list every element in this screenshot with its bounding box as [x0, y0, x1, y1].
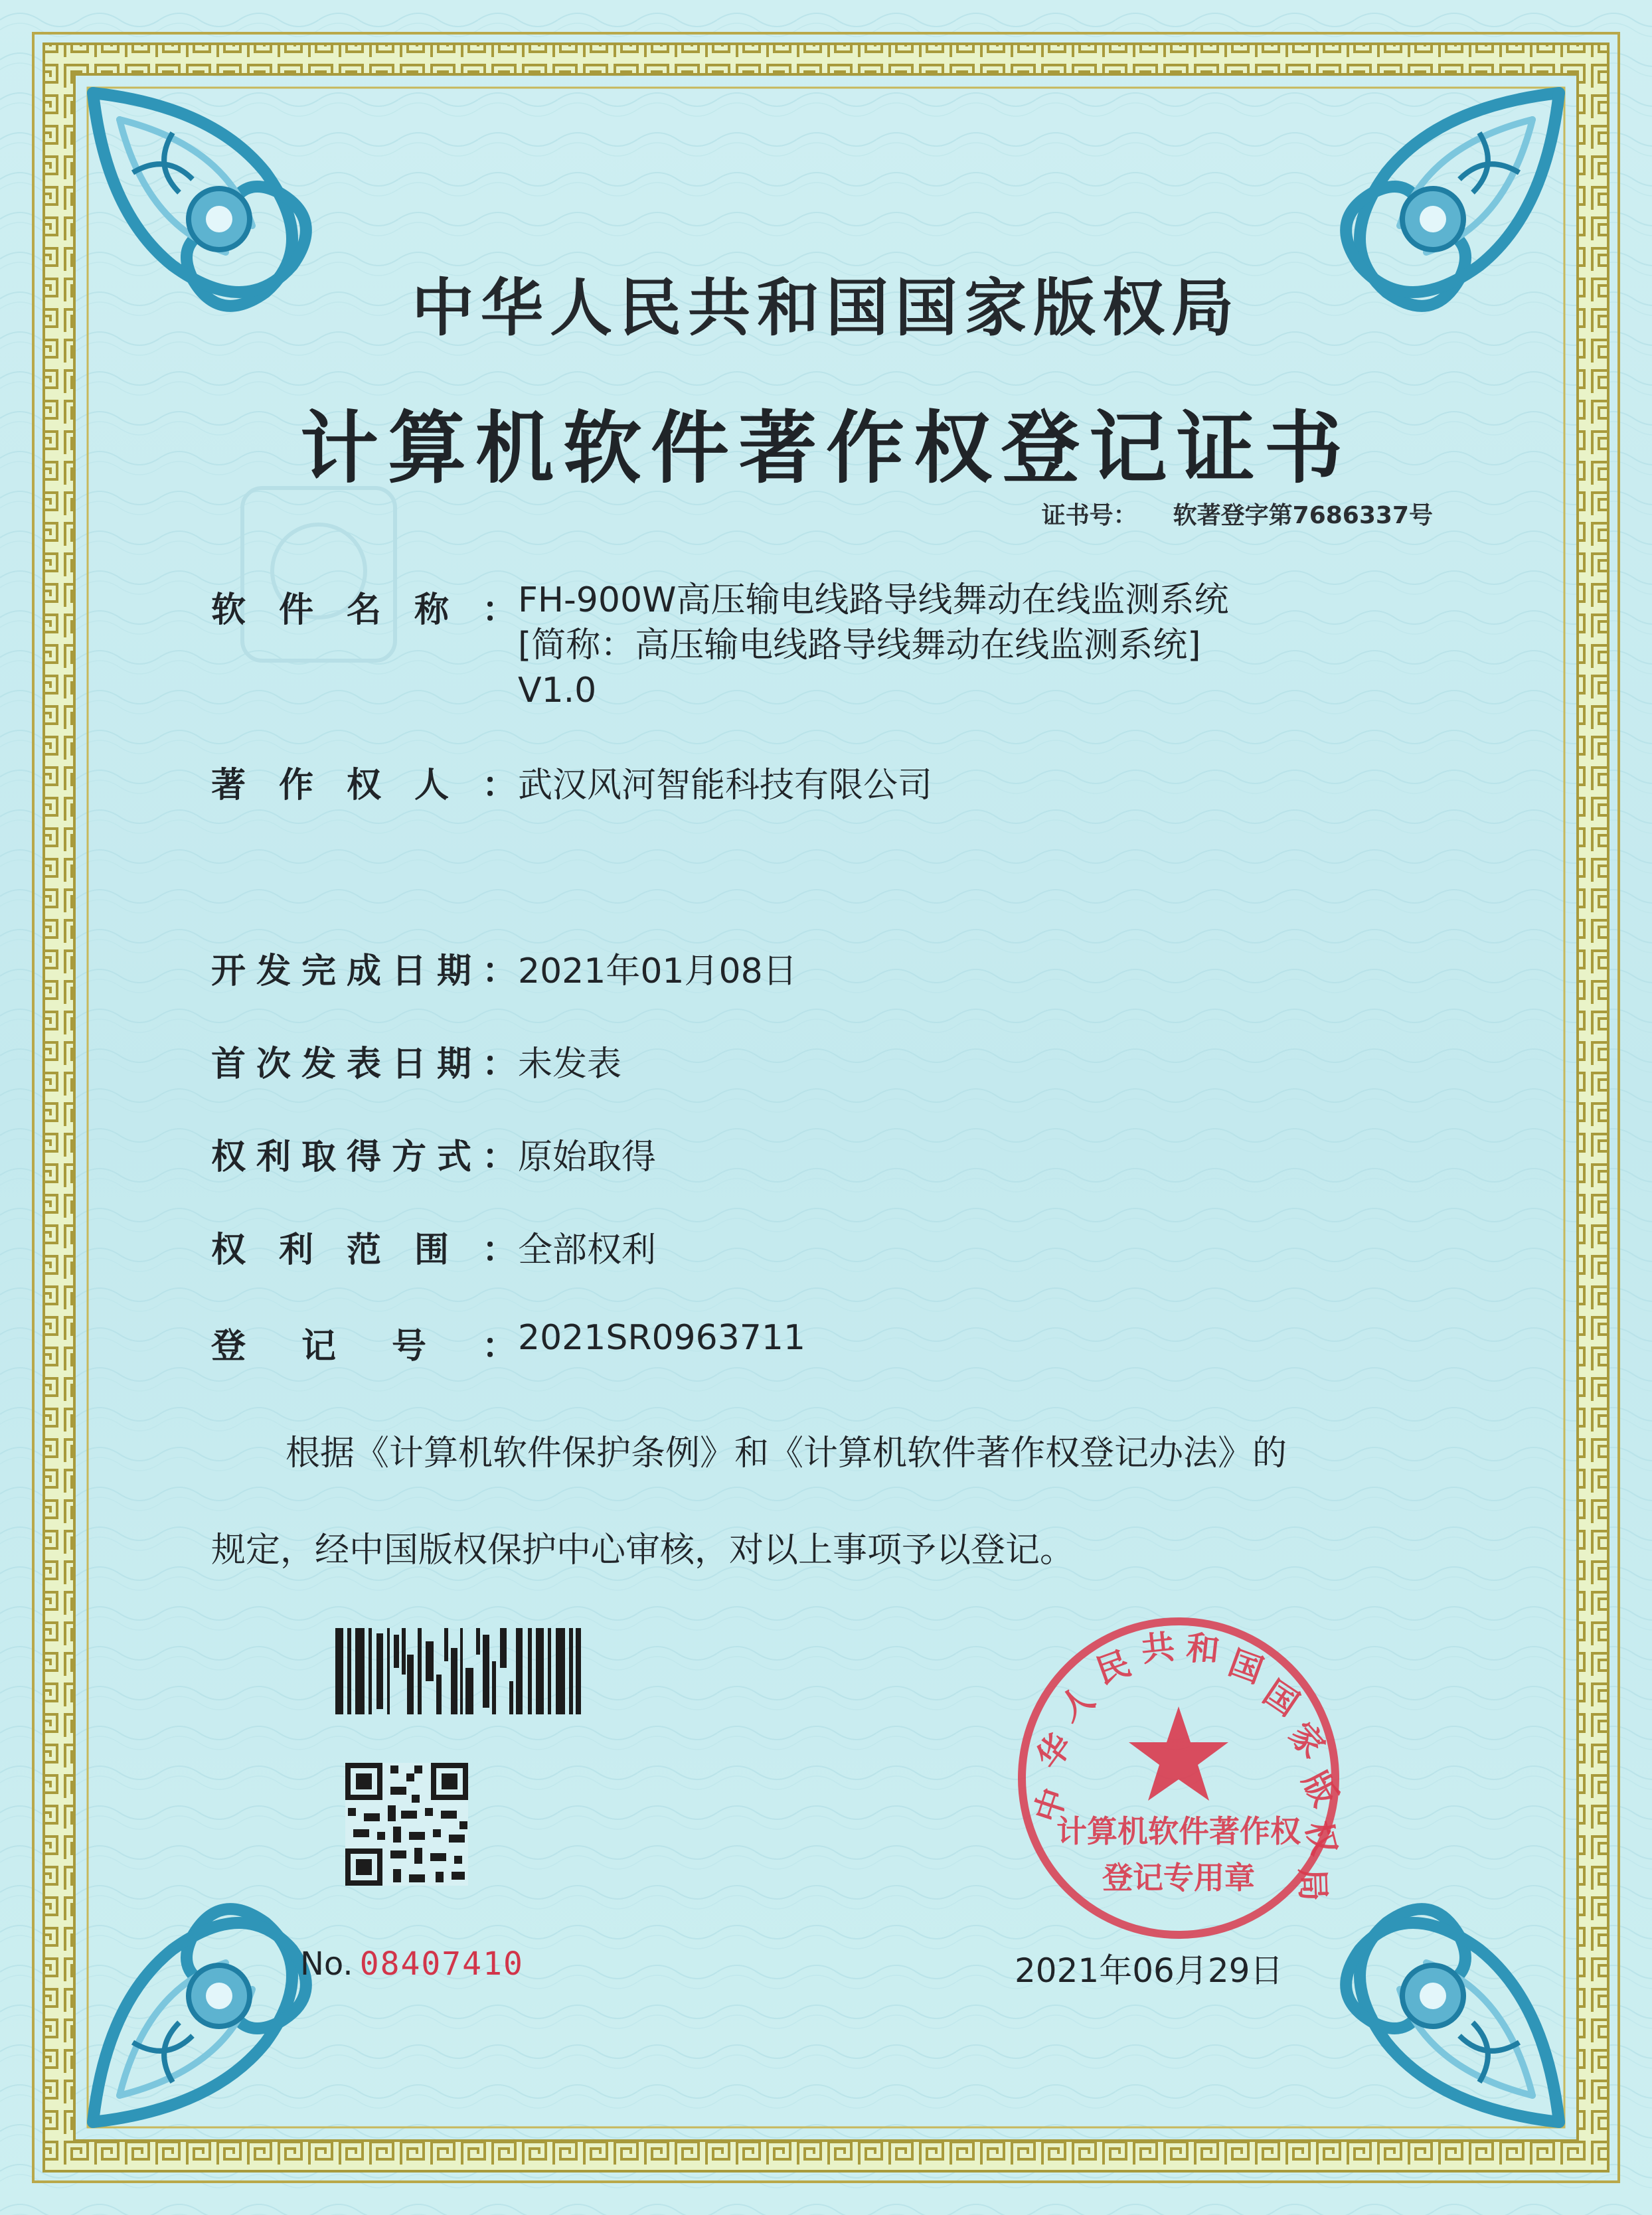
svg-text:权: 权: [1298, 1817, 1344, 1859]
seal-text-line2: 登记专用章: [1102, 1860, 1255, 1896]
svg-text:共: 共: [1139, 1627, 1177, 1669]
svg-text:版: 版: [1295, 1765, 1345, 1813]
rights-scope-value: 全部权利: [518, 1230, 657, 1270]
software-name-line3: V1.0: [518, 671, 597, 710]
first-publish-date-value: 未发表: [518, 1044, 622, 1084]
barcode-image: [335, 1628, 581, 1714]
svg-text:和: 和: [1184, 1628, 1222, 1671]
svg-text:民: 民: [1091, 1643, 1136, 1692]
acquisition-method-label: 权利取得方式：: [211, 1137, 517, 1177]
certificate-number: [1042, 497, 1433, 531]
issuer-title: 中华人民共和国国家版权局: [411, 272, 1240, 345]
acquisition-method-value: 原始取得: [518, 1137, 657, 1177]
seal-text-line1: 计算机软件著作权: [1056, 1813, 1301, 1849]
qr-code-image: [345, 1763, 468, 1886]
copyright-owner-label: 著作权人：: [211, 766, 517, 805]
svg-text:局: 局: [1293, 1867, 1333, 1902]
serial-prefix: No.: [300, 1945, 353, 1983]
svg-text:国: 国: [1256, 1673, 1306, 1724]
statement-line1: 根据《计算机软件保护条例》和《计算机软件著作权登记办法》的: [286, 1434, 1287, 1473]
official-seal: [993, 1605, 1364, 1951]
svg-text:中: 中: [1027, 1783, 1074, 1827]
svg-text:家: 家: [1281, 1715, 1333, 1766]
copyright-owner-value: 武汉风河智能科技有限公司: [518, 766, 933, 805]
certificate-number-value: 软著登字第7686337号: [1173, 502, 1433, 529]
registration-no-label: 登记号：: [211, 1327, 517, 1366]
certificate-title: 计算机软件著作权登记证书: [299, 402, 1352, 494]
completion-date-value: 2021年01月08日: [518, 951, 797, 991]
software-name-line2: [简称：高压输电线路导线舞动在线监测系统]: [518, 625, 1201, 665]
issue-date: 2021年06月29日: [1015, 1951, 1283, 1990]
first-publish-date-label: 首次发表日期：: [211, 1044, 517, 1084]
serial-number: [300, 1945, 524, 1983]
certificate-number-label: 证书号：: [1041, 502, 1137, 529]
software-name-label: 软件名称：: [211, 590, 517, 630]
registration-no-value: 2021SR0963711: [518, 1318, 806, 1358]
statement-line2: 规定，经中国版权保护中心审核，对以上事项予以登记。: [211, 1530, 1075, 1570]
rights-scope-label: 权利范围：: [211, 1230, 517, 1270]
svg-text:国: 国: [1223, 1643, 1268, 1691]
svg-text:人: 人: [1051, 1678, 1102, 1729]
completion-date-label: 开发完成日期：: [211, 951, 517, 991]
software-name-line1: FH-900W高压输电线路导线舞动在线监测系统: [518, 580, 1229, 620]
serial-number-value: 08407410: [359, 1945, 524, 1983]
software-name-value: [518, 578, 1228, 713]
svg-text:华: 华: [1029, 1726, 1080, 1777]
